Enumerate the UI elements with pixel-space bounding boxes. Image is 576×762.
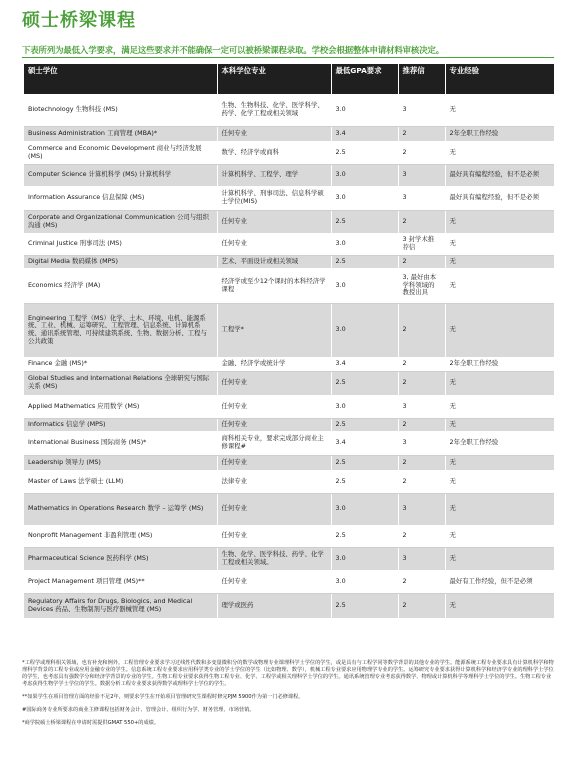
cell-gpa: 3.4 bbox=[331, 431, 398, 455]
cell-gpa: 2.5 bbox=[331, 371, 398, 395]
cell-major: 金融、经济学或统计学 bbox=[217, 357, 331, 371]
cell-degree: Commerce and Economic Development 商业与经济发展 (MS) bbox=[24, 141, 217, 164]
cell-major: 任何专业 bbox=[217, 233, 331, 255]
cell-major: 任何专业 bbox=[217, 210, 331, 233]
cell-major: 任何专业 bbox=[217, 455, 331, 470]
table-row bbox=[24, 593, 554, 618]
table-row bbox=[24, 94, 554, 126]
cell-major: 计算机科学、刑事司法、信息科学硕士学位(MIS) bbox=[217, 186, 331, 210]
cell-major: 任何专业 bbox=[217, 126, 331, 141]
cell-experience: 2年全职工作经验 bbox=[445, 126, 554, 141]
cell-recommendation: 3 bbox=[398, 547, 445, 570]
cell-experience: 2年全职工作经验 bbox=[445, 357, 554, 371]
table-row bbox=[24, 210, 554, 233]
cell-experience: 无 bbox=[445, 371, 554, 395]
cell-experience: 无 bbox=[445, 210, 554, 233]
cell-gpa: 3.0 bbox=[331, 303, 398, 357]
cell-experience: 无 bbox=[445, 493, 554, 525]
cell-gpa: 3.0 bbox=[331, 493, 398, 525]
table-row bbox=[24, 570, 554, 593]
cell-experience: 无 bbox=[445, 94, 554, 126]
cell-degree: International Business 国际商务 (MS)* bbox=[24, 431, 217, 455]
cell-major: 艺术、平面设计或相关领域 bbox=[217, 255, 331, 268]
table-row bbox=[24, 493, 554, 525]
cell-recommendation: 2 bbox=[398, 525, 445, 547]
footnote-international-business: #国际商务专业所要求的商业主修课程包括财务会计、管理会计、组织行为学、财务管理、市场营销。 bbox=[22, 707, 255, 714]
cell-major: 法律专业 bbox=[217, 470, 331, 493]
table-row bbox=[24, 164, 554, 186]
cell-recommendation: 3 bbox=[398, 164, 445, 186]
cell-recommendation: 2 bbox=[398, 126, 445, 141]
cell-gpa: 3.0 bbox=[331, 186, 398, 210]
page-subtitle: 下表所列为最低入学要求，满足这些要求并不能确保一定可以被桥梁课程录取。学校会根据整体申请材料审核决定。 bbox=[22, 45, 445, 55]
cell-degree: Business Administration 工商管理 (MBA)* bbox=[24, 126, 217, 141]
cell-experience: 无 bbox=[445, 268, 554, 303]
cell-recommendation: 3 bbox=[398, 395, 445, 418]
cell-experience: 无 bbox=[445, 525, 554, 547]
cell-major: 任何专业 bbox=[217, 493, 331, 525]
cell-experience: 无 bbox=[445, 593, 554, 618]
cell-recommendation: 3, 最好由本学科领域的教授出具 bbox=[398, 268, 445, 303]
cell-recommendation: 2 bbox=[398, 570, 445, 593]
cell-experience: 无 bbox=[445, 255, 554, 268]
table-row bbox=[24, 547, 554, 570]
cell-gpa: 2.5 bbox=[331, 525, 398, 547]
cell-degree: Leadership 领导力 (MS) bbox=[24, 455, 217, 470]
cell-gpa: 3.0 bbox=[331, 268, 398, 303]
table-row bbox=[24, 431, 554, 455]
cell-degree: Computer Science 计算机科学 (MS) 计算机科学 bbox=[24, 164, 217, 186]
cell-degree: Corporate and Organizational Communication 公司与组织沟通 (MS) bbox=[24, 210, 217, 233]
cell-gpa: 3.0 bbox=[331, 547, 398, 570]
cell-recommendation: 2 bbox=[398, 255, 445, 268]
cell-major: 任何专业 bbox=[217, 395, 331, 418]
cell-experience: 2年全职工作经验 bbox=[445, 431, 554, 455]
header-degree: 硕士学位 bbox=[24, 64, 217, 94]
cell-gpa: 2.5 bbox=[331, 255, 398, 268]
table-body bbox=[24, 94, 554, 618]
cell-major: 工程学* bbox=[217, 303, 331, 357]
table-row bbox=[24, 186, 554, 210]
cell-degree: Digital Media 数码媒体 (MPS) bbox=[24, 255, 217, 268]
footnote-engineering: *工程学或理科相关领域，也有补充和例外。工程管理专业要求学习过线性代数和多变量微积分的数学或物理专业课理科学士学位的学生，或是具有与工程学同等数学背景的其他专业的学生。能源系统工程专业要求具有计算机科学和物理科学背景的工程专业或应用金融专业的学生。信息系统工程专业要求应用科学类专业的学士学位的学生（比如物理、数学），机械工程专业要求应用物理学专业的学生。运筹研究专业要求获得计算机科学和经济学专业的理科学士学位的学生，也考虑具有强数学分和经济学背景的专业的学生。生物工程专业要求获得生物工程专业、化学、工程学或相关理科学士学位的学生。通讯系统管理专业考虑获得数学、物理或计算机科学等理科学士学位的学生。生物工程专业考虑获得生物学学士学位的学生。数据分析工程专业要求获得数学或理科学士学位的学生。 bbox=[22, 660, 554, 688]
table-row bbox=[24, 525, 554, 547]
cell-recommendation: 2 bbox=[398, 418, 445, 431]
cell-degree: Economics 经济学 (MA) bbox=[24, 268, 217, 303]
title-divider bbox=[22, 57, 554, 58]
cell-experience: 无 bbox=[445, 455, 554, 470]
cell-experience: 最好具有编程经验，但不是必须 bbox=[445, 164, 554, 186]
cell-recommendation: 3 封学术推荐信 bbox=[398, 233, 445, 255]
table-row bbox=[24, 126, 554, 141]
cell-degree: Master of Laws 法学硕士 (LLM) bbox=[24, 470, 217, 493]
cell-experience: 最好具有编程经验，但不是必须 bbox=[445, 186, 554, 210]
cell-gpa: 3.4 bbox=[331, 126, 398, 141]
cell-degree: Regulatory Affairs for Drugs, Biologics, and Medical Devices 药品、生物制剂与医疗器械管理 (MS) bbox=[24, 593, 217, 618]
cell-degree: Global Studies and International Relations 全球研究与国际关系 (MS) bbox=[24, 371, 217, 395]
cell-gpa: 2.5 bbox=[331, 593, 398, 618]
cell-gpa: 2.5 bbox=[331, 470, 398, 493]
cell-major: 任何专业 bbox=[217, 371, 331, 395]
header-gpa: 最低GPA要求 bbox=[331, 64, 398, 94]
cell-experience: 最好有工作经验，但不是必须 bbox=[445, 570, 554, 593]
table-row bbox=[24, 470, 554, 493]
cell-recommendation: 2 bbox=[398, 303, 445, 357]
cell-recommendation: 2 bbox=[398, 470, 445, 493]
cell-major: 任何专业 bbox=[217, 570, 331, 593]
table-row bbox=[24, 395, 554, 418]
header-recommendation: 推荐信 bbox=[398, 64, 445, 94]
header-major: 本科学位专业 bbox=[217, 64, 331, 94]
table-row bbox=[24, 255, 554, 268]
cell-experience: 无 bbox=[445, 547, 554, 570]
table-header-row bbox=[24, 64, 554, 94]
cell-gpa: 3.4 bbox=[331, 357, 398, 371]
cell-degree: Finance 金融 (MS)* bbox=[24, 357, 217, 371]
cell-major: 生物、生物科技、化学、医学科学、药学、化学工程或相关领域 bbox=[217, 94, 331, 126]
table-row bbox=[24, 418, 554, 431]
cell-degree: Biotechnology 生物科技 (MS) bbox=[24, 94, 217, 126]
cell-degree: Project Management 项目管理 (MS)** bbox=[24, 570, 217, 593]
cell-degree: Criminal Justice 刑事司法 (MS) bbox=[24, 233, 217, 255]
table-row bbox=[24, 371, 554, 395]
table-row bbox=[24, 268, 554, 303]
cell-major: 生物、化学、医学科技、药学、化学工程或相关领域。 bbox=[217, 547, 331, 570]
table-row bbox=[24, 455, 554, 470]
cell-experience: 无 bbox=[445, 395, 554, 418]
cell-major: 商科相关专业，要求完成部分商业主修课程# bbox=[217, 431, 331, 455]
cell-recommendation: 2 bbox=[398, 371, 445, 395]
cell-degree: Engineering 工程学（MS）化学、土木、环境、电机、能源系统、工业、机械、运筹研究、工程管理、信息系统、计算机系统、通讯系统管理、可持续建筑系统、生物、数据分析、工程与公共政策 bbox=[24, 303, 217, 357]
cell-recommendation: 3 bbox=[398, 186, 445, 210]
cell-experience: 无 bbox=[445, 470, 554, 493]
table-row bbox=[24, 141, 554, 164]
cell-degree: Nonprofit Management 非盈利管理 (MS) bbox=[24, 525, 217, 547]
cell-major: 任何专业 bbox=[217, 418, 331, 431]
requirements-table bbox=[24, 64, 554, 619]
table-row bbox=[24, 357, 554, 371]
cell-recommendation: 2 bbox=[398, 593, 445, 618]
cell-degree: Pharmaceutical Science 医药科学 (MS) bbox=[24, 547, 217, 570]
cell-gpa: 3.0 bbox=[331, 233, 398, 255]
cell-recommendation: 2 bbox=[398, 141, 445, 164]
page-title: 硕士桥梁课程 bbox=[22, 10, 136, 31]
cell-gpa: 2.5 bbox=[331, 210, 398, 233]
footnote-gmat: *商学院硕士桥梁课程在申请时需提供GMAT 550+的成绩。 bbox=[22, 720, 160, 727]
cell-gpa: 3.0 bbox=[331, 94, 398, 126]
cell-recommendation: 3 bbox=[398, 493, 445, 525]
footnote-project-management: **如果学生在项目管理方面的经验不足2年，则要求学生在开始项目管理研究生课程时修完PJM 5900作为第一门必修课程。 bbox=[22, 694, 304, 701]
cell-experience: 无 bbox=[445, 141, 554, 164]
cell-gpa: 3.0 bbox=[331, 164, 398, 186]
cell-degree: Information Assurance 信息保障 (MS) bbox=[24, 186, 217, 210]
header-experience: 专业经验 bbox=[445, 64, 554, 94]
table-row bbox=[24, 233, 554, 255]
cell-major: 理学或医药 bbox=[217, 593, 331, 618]
cell-gpa: 3.0 bbox=[331, 570, 398, 593]
cell-gpa: 2.5 bbox=[331, 141, 398, 164]
cell-major: 任何专业 bbox=[217, 525, 331, 547]
cell-gpa: 2.5 bbox=[331, 418, 398, 431]
cell-recommendation: 3 bbox=[398, 94, 445, 126]
cell-degree: Mathematics in Operations Research 数学 – 运筹学 (MS) bbox=[24, 493, 217, 525]
cell-experience: 无 bbox=[445, 303, 554, 357]
table-row bbox=[24, 303, 554, 357]
cell-major: 计算机科学、工程学、理学 bbox=[217, 164, 331, 186]
cell-gpa: 3.0 bbox=[331, 395, 398, 418]
cell-recommendation: 2 bbox=[398, 210, 445, 233]
cell-gpa: 2.5 bbox=[331, 455, 398, 470]
cell-recommendation: 2 bbox=[398, 357, 445, 371]
cell-major: 经济学或至少12个课时的本科经济学课程 bbox=[217, 268, 331, 303]
cell-recommendation: 3 bbox=[398, 431, 445, 455]
cell-major: 数学、经济学或商科 bbox=[217, 141, 331, 164]
footnotes bbox=[22, 660, 554, 733]
cell-experience: 无 bbox=[445, 233, 554, 255]
cell-recommendation: 2 bbox=[398, 455, 445, 470]
cell-degree: Informatics 信息学 (MPS) bbox=[24, 418, 217, 431]
cell-degree: Applied Mathematics 应用数学 (MS) bbox=[24, 395, 217, 418]
cell-experience: 无 bbox=[445, 418, 554, 431]
